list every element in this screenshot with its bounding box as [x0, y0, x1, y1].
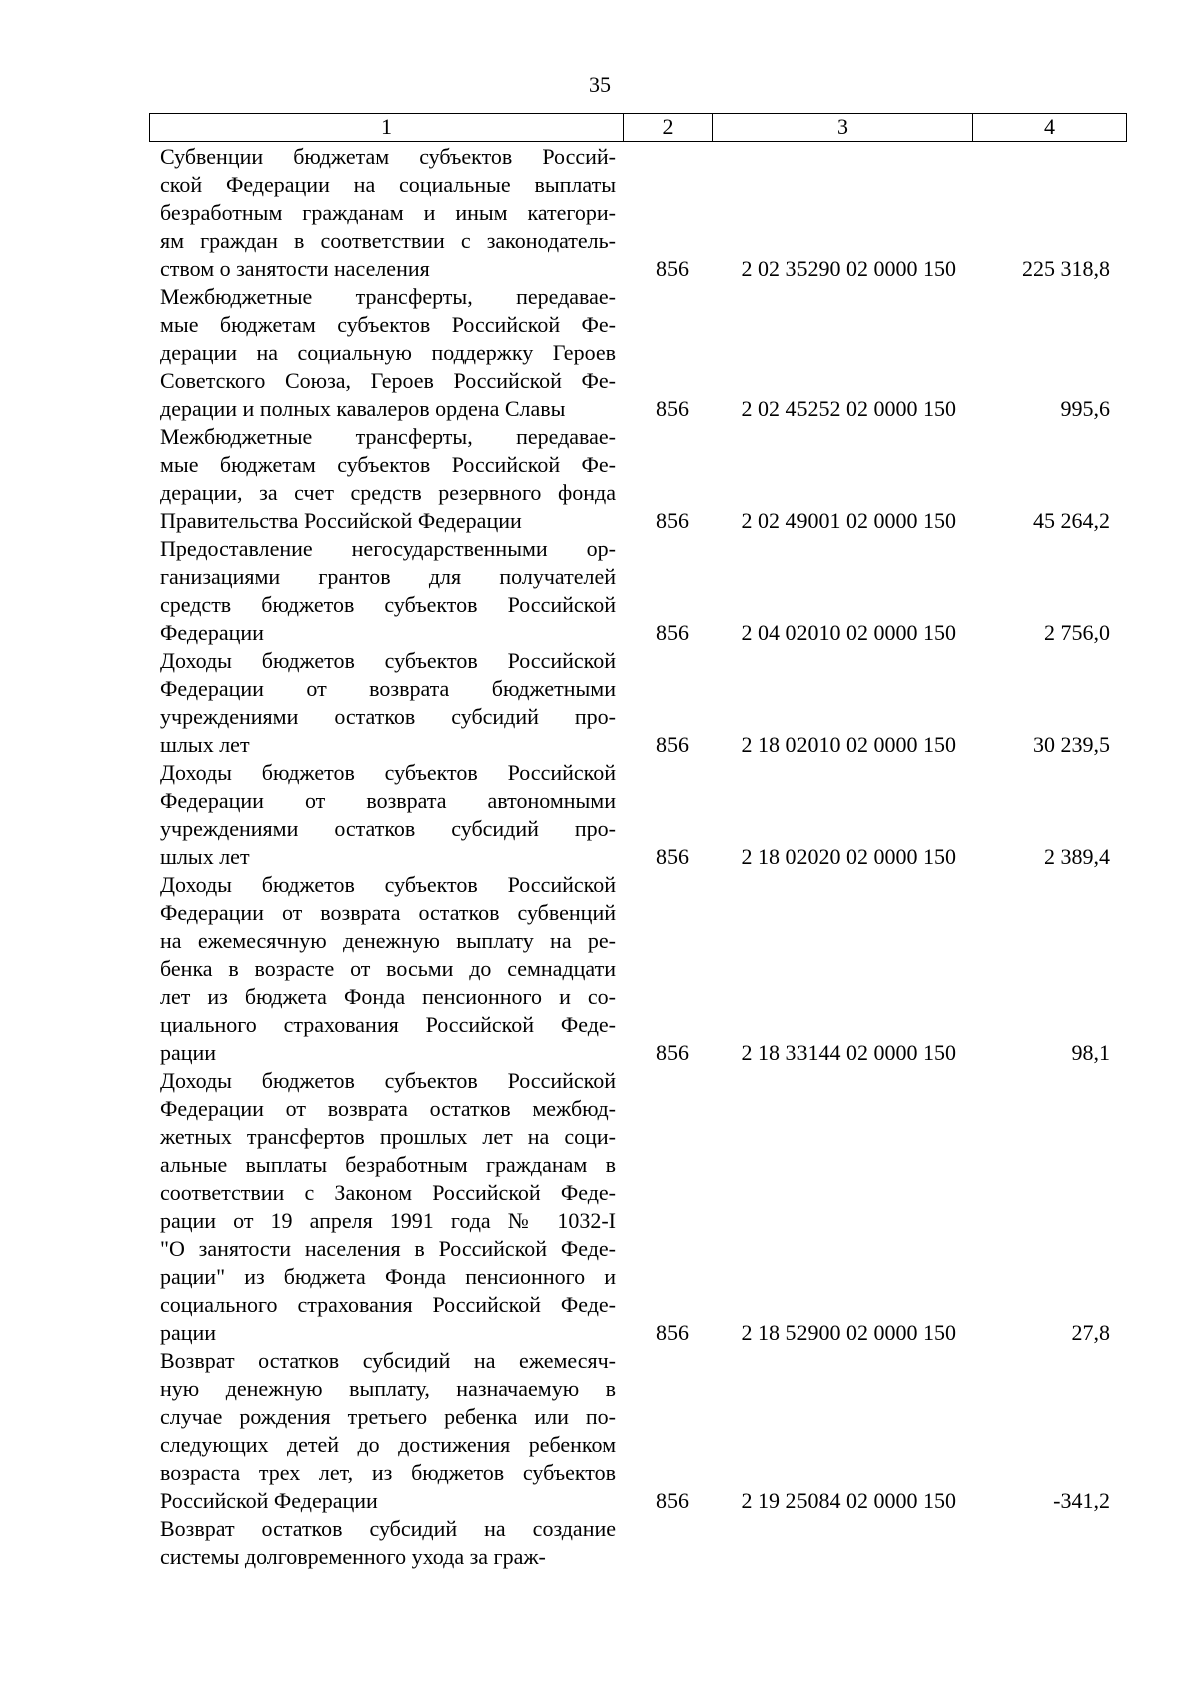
description-line: "О занятости населения в Российской Феде- — [160, 1236, 616, 1261]
table-row — [160, 1347, 1120, 1515]
page-number: 35 — [589, 72, 611, 97]
description-line: учреждениями остатков субсидий про- — [160, 816, 616, 841]
budget-class-code: 2 02 49001 02 0000 150 — [741, 508, 956, 533]
table-row — [160, 871, 1120, 1067]
budget-class-code: 2 18 02010 02 0000 150 — [741, 732, 956, 757]
header-col-2: 2 — [623, 114, 712, 141]
description-line: шлых лет — [160, 844, 250, 869]
amount: 225 318,8 — [1022, 256, 1110, 281]
amount: 27,8 — [1071, 1320, 1110, 1345]
description-line: Межбюджетные трансферты, передавае- — [160, 284, 616, 309]
description-line: Федерации от возврата автономными — [160, 788, 616, 813]
description-line: Возврат остатков субсидий на ежемесяч- — [160, 1348, 616, 1373]
table-body — [160, 143, 1120, 1571]
description-line: дерации, за счет средств резервного фонда — [160, 480, 616, 505]
description-line: Межбюджетные трансферты, передавае- — [160, 424, 616, 449]
description-line: ганизациями грантов для получателей — [160, 564, 616, 589]
header-col-4: 4 — [972, 114, 1126, 141]
description-line: Доходы бюджетов субъектов Российской — [160, 872, 616, 897]
table-row — [160, 143, 1120, 283]
header-col-3: 3 — [712, 114, 972, 141]
table-row — [160, 1067, 1120, 1347]
description-line: Предоставление негосударственными ор- — [160, 536, 616, 561]
row-description — [160, 1067, 616, 1347]
description-line: Федерации от возврата остатков межбюд- — [160, 1096, 616, 1121]
budget-class-code: 2 04 02010 02 0000 150 — [741, 620, 956, 645]
description-line: бенка в возрасте от восьми до семнадцати — [160, 956, 616, 981]
description-line: ную денежную выплату, назначаемую в — [160, 1376, 616, 1401]
admin-code: 856 — [656, 620, 689, 645]
description-line: Доходы бюджетов субъектов Российской — [160, 648, 616, 673]
admin-code: 856 — [656, 844, 689, 869]
amount: 2 756,0 — [1044, 620, 1110, 645]
description-line: соответствии с Законом Российской Феде- — [160, 1180, 616, 1205]
description-line: рации — [160, 1040, 217, 1065]
description-line: мые бюджетам субъектов Российской Фе- — [160, 452, 616, 477]
description-line: Федерации — [160, 620, 264, 645]
description-line: шлых лет — [160, 732, 250, 757]
row-description — [160, 1347, 616, 1515]
description-line: Субвенции бюджетам субъектов Россий- — [160, 144, 616, 169]
amount: -341,2 — [1053, 1488, 1110, 1513]
description-line: Доходы бюджетов субъектов Российской — [160, 760, 616, 785]
budget-class-code: 2 18 02020 02 0000 150 — [741, 844, 956, 869]
amount: 2 389,4 — [1044, 844, 1110, 869]
description-line: жетных трансфертов прошлых лет на соци- — [160, 1124, 616, 1149]
description-line: следующих детей до достижения ребенком — [160, 1432, 616, 1457]
table-row — [160, 423, 1120, 535]
table-row — [160, 1515, 1120, 1571]
row-description — [160, 283, 616, 423]
description-line: дерации на социальную поддержку Героев — [160, 340, 616, 365]
row-description — [160, 535, 616, 647]
amount: 995,6 — [1060, 396, 1110, 421]
admin-code: 856 — [656, 508, 689, 533]
description-line: рации — [160, 1320, 217, 1345]
description-line: ям граждан в соответствии с законодатель- — [160, 228, 616, 253]
amount: 30 239,5 — [1033, 732, 1110, 757]
description-line: ской Федерации на социальные выплаты — [160, 172, 616, 197]
description-line: Российской Федерации — [160, 1488, 378, 1513]
row-description — [160, 423, 616, 535]
row-description — [160, 759, 616, 871]
row-description — [160, 647, 616, 759]
description-line: учреждениями остатков субсидий про- — [160, 704, 616, 729]
budget-class-code: 2 02 35290 02 0000 150 — [741, 256, 956, 281]
description-line: средств бюджетов субъектов Российской — [160, 592, 616, 617]
description-line: Федерации от возврата остатков субвенций — [160, 900, 616, 925]
description-line: мые бюджетам субъектов Российской Фе- — [160, 312, 616, 337]
description-line: Возврат остатков субсидий на создание — [160, 1516, 616, 1541]
description-line: безработным гражданам и иным категори- — [160, 200, 616, 225]
budget-class-code: 2 02 45252 02 0000 150 — [741, 396, 956, 421]
description-line: лет из бюджета Фонда пенсионного и со- — [160, 984, 616, 1009]
table-row — [160, 535, 1120, 647]
admin-code: 856 — [656, 396, 689, 421]
budget-class-code: 2 18 33144 02 0000 150 — [741, 1040, 956, 1065]
table-header — [149, 113, 1127, 142]
row-description — [160, 143, 616, 283]
description-line: возраста трех лет, из бюджетов субъектов — [160, 1460, 616, 1485]
amount: 45 264,2 — [1033, 508, 1110, 533]
description-line: Правительства Российской Федерации — [160, 508, 522, 533]
table-row — [160, 759, 1120, 871]
description-line: системы долговременного ухода за граж- — [160, 1544, 546, 1569]
description-line: Федерации от возврата бюджетными — [160, 676, 616, 701]
budget-class-code: 2 19 25084 02 0000 150 — [741, 1488, 956, 1513]
description-line: альные выплаты безработным гражданам в — [160, 1152, 616, 1177]
description-line: социального страхования Российской Феде- — [160, 1292, 616, 1317]
description-line: рации" из бюджета Фонда пенсионного и — [160, 1264, 616, 1289]
description-line: циального страхования Российской Феде- — [160, 1012, 616, 1037]
description-line: случае рождения третьего ребенка или по- — [160, 1404, 616, 1429]
description-line: Советского Союза, Героев Российской Фе- — [160, 368, 616, 393]
description-line: ством о занятости населения — [160, 256, 430, 281]
description-line: дерации и полных кавалеров ордена Славы — [160, 396, 566, 421]
header-col-1: 1 — [381, 114, 392, 139]
admin-code: 856 — [656, 256, 689, 281]
description-line: на ежемесячную денежную выплату на ре- — [160, 928, 616, 953]
row-description — [160, 871, 616, 1067]
description-line: Доходы бюджетов субъектов Российской — [160, 1068, 616, 1093]
table-row — [160, 283, 1120, 423]
row-description — [160, 1515, 616, 1571]
admin-code: 856 — [656, 1488, 689, 1513]
table-row — [160, 647, 1120, 759]
amount: 98,1 — [1071, 1040, 1110, 1065]
description-line: рации от 19 апреля 1991 года № 1032-I — [160, 1208, 616, 1233]
admin-code: 856 — [656, 1320, 689, 1345]
admin-code: 856 — [656, 1040, 689, 1065]
budget-class-code: 2 18 52900 02 0000 150 — [741, 1320, 956, 1345]
admin-code: 856 — [656, 732, 689, 757]
